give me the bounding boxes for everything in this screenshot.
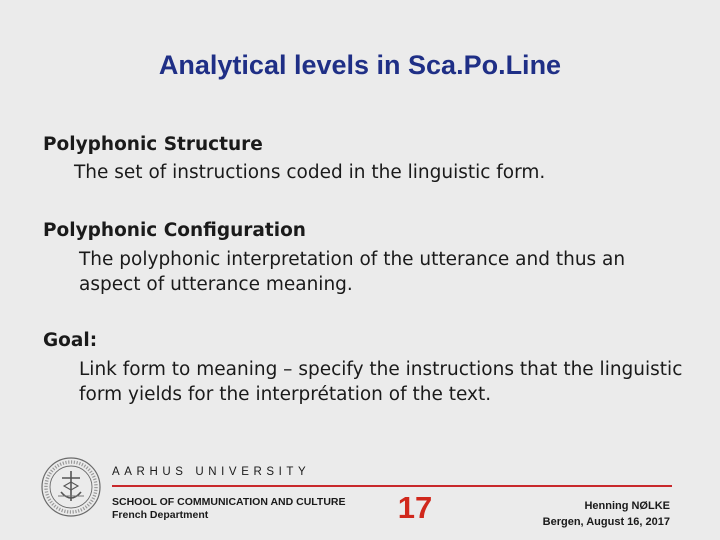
section-body: The set of instructions coded in the linguistic form. bbox=[74, 162, 546, 183]
page-number: 17 bbox=[397, 490, 433, 525]
section-heading: Polyphonic Structure bbox=[43, 134, 263, 155]
author-name: Henning NØLKE bbox=[584, 500, 670, 512]
author-info bbox=[543, 498, 670, 530]
university-name: AARHUS UNIVERSITY bbox=[112, 466, 311, 478]
section-goal bbox=[43, 328, 683, 407]
place-date: Bergen, August 16, 2017 bbox=[542, 516, 670, 528]
school-name: SCHOOL OF COMMUNICATION AND CULTURE bbox=[112, 496, 346, 508]
footer-divider bbox=[112, 485, 672, 487]
section-polyphonic-structure bbox=[43, 132, 683, 185]
section-body: The polyphonic interpretation of the utterance and thus an aspect of utterance meaning. bbox=[79, 249, 626, 295]
section-body: Link form to meaning – specify the instructions that the linguistic form yields for the interprétation of the text. bbox=[79, 359, 683, 405]
section-heading: Goal: bbox=[43, 330, 98, 351]
university-seal-icon bbox=[40, 456, 102, 518]
section-heading: Polyphonic Configuration bbox=[43, 220, 306, 241]
school-info bbox=[112, 496, 346, 522]
department-name: French Department bbox=[112, 509, 209, 521]
slide-title: Analytical levels in Sca.Po.Line bbox=[158, 50, 562, 80]
section-polyphonic-configuration bbox=[43, 218, 683, 297]
